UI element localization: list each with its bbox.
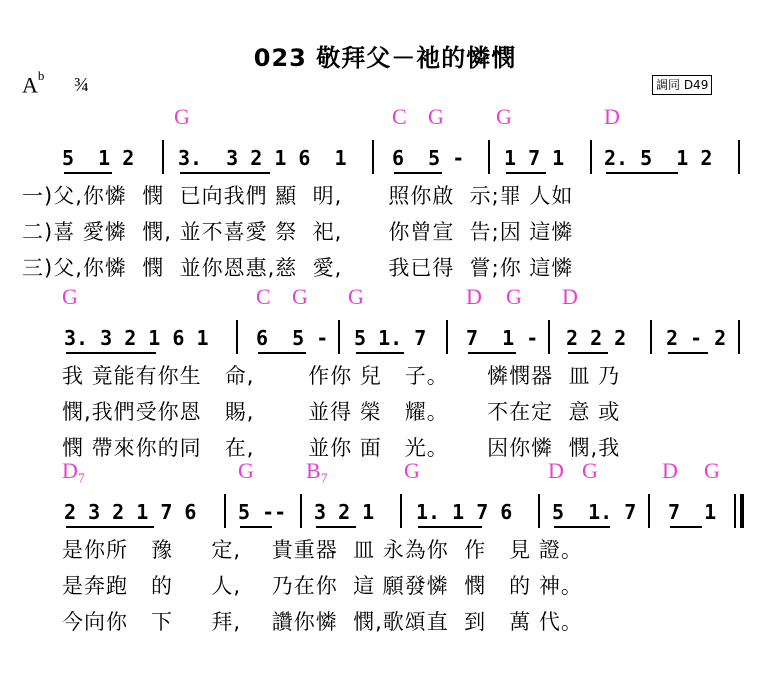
chord-symbol: D xyxy=(466,284,482,309)
reference-box: 調同 D49 xyxy=(652,75,712,95)
barline xyxy=(400,494,402,528)
chord-symbol: B₇ xyxy=(306,458,329,483)
beam-line xyxy=(258,352,306,354)
notation-measure: 6 5 - xyxy=(256,326,329,350)
chord-symbol: G xyxy=(704,458,720,483)
barline xyxy=(648,494,650,528)
chord-symbol: C xyxy=(392,104,407,129)
notation-measure: 5 -- xyxy=(238,500,287,524)
notation-measure: 1 7 1 xyxy=(504,146,565,170)
lyric-line: 三)父,你憐 憫 並你恩惠,慈 愛, 我已得 嘗;你 這憐 xyxy=(22,256,574,280)
chord-symbol: G xyxy=(62,284,78,309)
notation-measure: 2 2 2 xyxy=(566,326,627,350)
beam-line xyxy=(506,172,546,174)
barline xyxy=(650,320,652,354)
notation-measure: 3. 3 2 1 6 1 xyxy=(178,146,347,170)
beam-line xyxy=(240,526,272,528)
barline xyxy=(372,140,374,174)
notation-measure: 6 5 - xyxy=(392,146,465,170)
beam-line xyxy=(568,352,608,354)
beam-line xyxy=(606,172,678,174)
lyric-line: 一)父,你憐 憫 已向我們 顯 明, 照你啟 示;罪 人如 xyxy=(22,184,574,208)
beam-line xyxy=(356,352,404,354)
song-title: 023 敬拜父－祂的憐憫 xyxy=(253,44,517,72)
lyric-line: 憫,我們受你恩 賜, 並得 榮 耀。 不在定 意 或 xyxy=(62,400,621,424)
chord-symbol: D xyxy=(662,458,678,483)
beam-line xyxy=(670,526,702,528)
barline xyxy=(446,320,448,354)
beam-line xyxy=(418,526,482,528)
beam-line xyxy=(316,526,356,528)
lyric-line: 二)喜 愛憐 憫, 並不喜愛 祭 祀, 你曾宣 告;因 這憐 xyxy=(22,220,574,244)
barline xyxy=(300,494,302,528)
lyric-line: 今向你 下 拜, 讚你憐 憫,歌頌直 到 萬 代。 xyxy=(62,610,583,634)
notation-measure: 2 3 2 1 7 6 xyxy=(64,500,197,524)
barline xyxy=(548,320,550,354)
lyric-line: 是你所 豫 定, 貴重器 皿 永為你 作 見 證。 xyxy=(62,538,583,562)
beam-line xyxy=(394,172,442,174)
chord-symbol: C xyxy=(256,284,271,309)
beam-line xyxy=(66,526,154,528)
barline xyxy=(738,140,740,174)
chord-symbol: G xyxy=(238,458,254,483)
barline xyxy=(338,320,340,354)
lyric-line: 憫 帶來你的同 在, 並你 面 光。 因你憐 憫,我 xyxy=(62,436,621,460)
time-signature: ¾ xyxy=(74,74,89,96)
notation-measure: 3 2 1 xyxy=(314,500,375,524)
notation-measure: 3. 3 2 1 6 1 xyxy=(64,326,209,350)
barline xyxy=(538,494,540,528)
notation-measure: 7 1 - xyxy=(466,326,539,350)
chord-symbol: D₇ xyxy=(62,458,86,483)
notation-measure: 2 - 2 xyxy=(666,326,727,350)
beam-line xyxy=(554,526,610,528)
beam-line xyxy=(64,172,112,174)
chord-symbol: D xyxy=(604,104,620,129)
notation-measure: 1. 1 7 6 xyxy=(416,500,513,524)
barline xyxy=(162,140,164,174)
chord-symbol: G xyxy=(404,458,420,483)
notation-measure: 5 1. 7 xyxy=(552,500,637,524)
key-signature: $A^b$ xyxy=(22,68,45,98)
notation-measure: 5 1. 7 xyxy=(354,326,427,350)
barline xyxy=(488,140,490,174)
chord-symbol: D xyxy=(548,458,564,483)
barline xyxy=(738,320,740,354)
beam-line xyxy=(668,352,708,354)
beam-line xyxy=(180,172,270,174)
beam-line xyxy=(66,352,156,354)
chord-symbol: G xyxy=(496,104,512,129)
barline xyxy=(590,140,592,174)
chord-symbol: G xyxy=(506,284,522,309)
barline xyxy=(236,320,238,354)
lyric-line: 我 竟能有你生 命, 作你 兒 子。 憐憫器 皿 乃 xyxy=(62,364,621,388)
final-barline xyxy=(740,494,744,528)
notation-measure: 5 1 2 xyxy=(62,146,135,170)
beam-line xyxy=(468,352,516,354)
chord-symbol: D xyxy=(562,284,578,309)
chord-symbol: G xyxy=(292,284,308,309)
notation-measure: 7 1 xyxy=(668,500,717,524)
chord-symbol: G xyxy=(348,284,364,309)
barline xyxy=(734,494,736,528)
notation-measure: 2. 5 1 2 xyxy=(604,146,713,170)
chord-symbol: G xyxy=(428,104,444,129)
chord-symbol: G xyxy=(582,458,598,483)
chord-symbol: G xyxy=(174,104,190,129)
lyric-line: 是奔跑 的 人, 乃在你 這 願發憐 憫 的 神。 xyxy=(62,574,583,598)
barline xyxy=(224,494,226,528)
